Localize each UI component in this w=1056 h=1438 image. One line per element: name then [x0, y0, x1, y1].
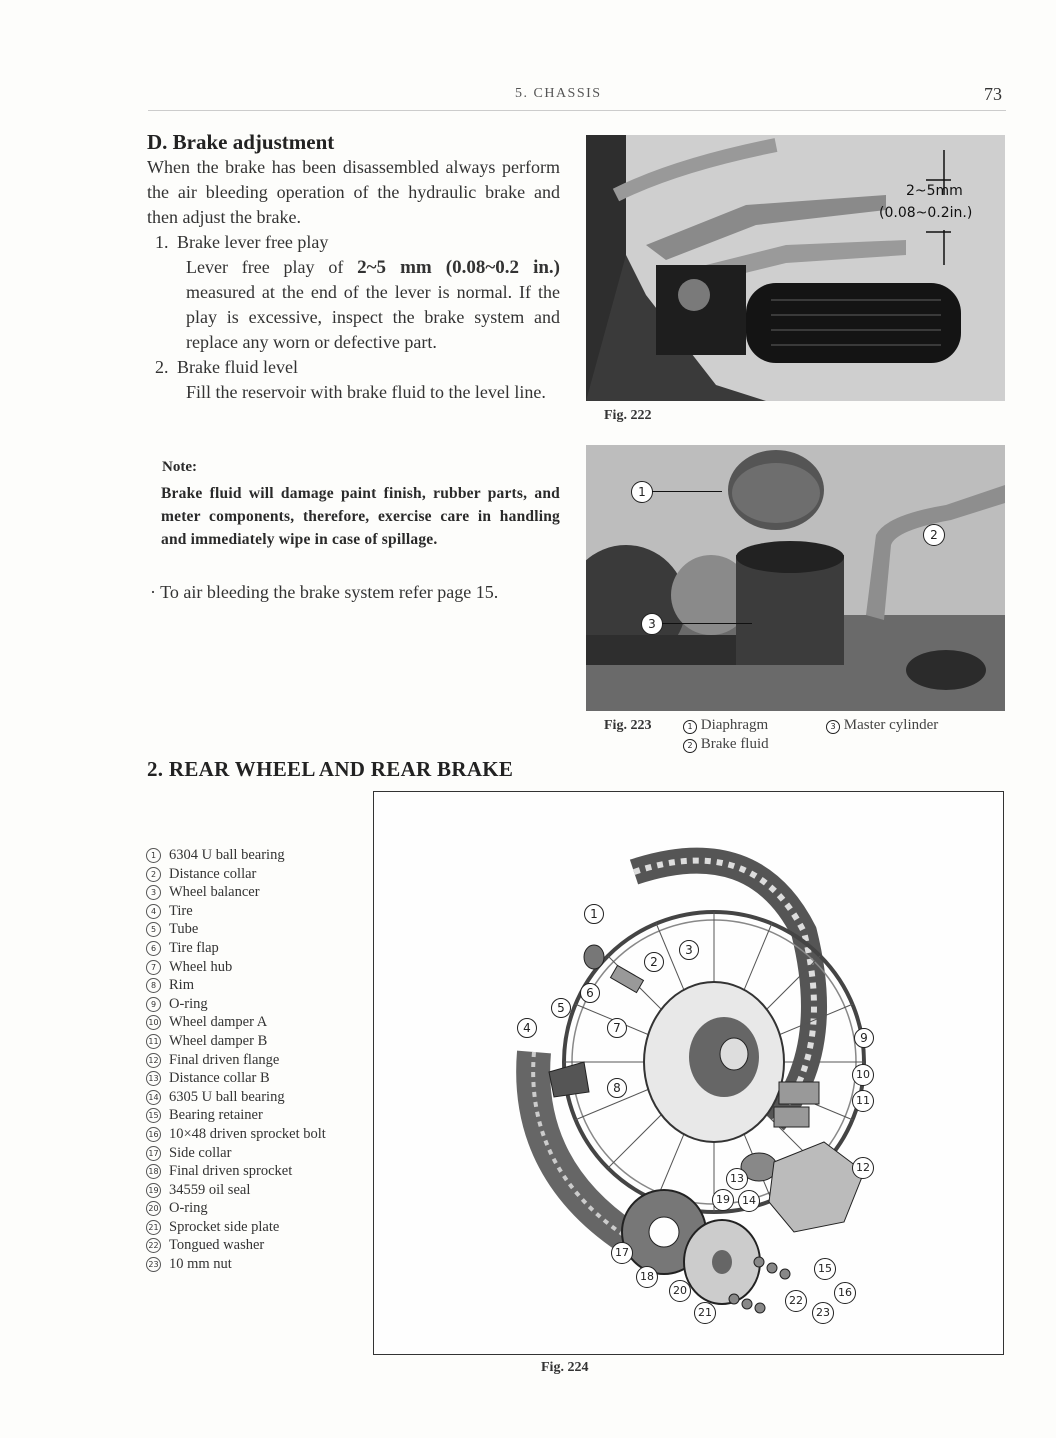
play-dimension-mm: 2~5mm	[906, 183, 963, 199]
fig222-photo	[586, 135, 1005, 401]
list-item	[146, 1144, 351, 1163]
play-dimension-in: (0.08~0.2in.)	[879, 205, 973, 221]
fig223-legend-2	[683, 736, 769, 753]
part-number: 1	[146, 848, 161, 863]
legend-label: Brake fluid	[700, 736, 769, 752]
part-label: Sprocket side plate	[169, 1218, 280, 1235]
part-label: 10 mm nut	[169, 1256, 232, 1273]
part-label: Wheel damper A	[169, 1014, 268, 1031]
list-item	[146, 1032, 351, 1051]
part-label: 6304 U ball bearing	[169, 847, 285, 863]
part-number: 23	[146, 1257, 161, 1272]
legend-num: 3	[826, 720, 840, 734]
legend-num: 2	[683, 739, 697, 753]
note-label: Note:	[162, 459, 197, 475]
callout-18: 18	[636, 1266, 658, 1288]
part-number: 20	[146, 1201, 161, 1216]
part-label: Tire	[169, 902, 193, 919]
callout-20: 20	[669, 1280, 691, 1302]
callout-21: 21	[694, 1302, 716, 1324]
list-item	[146, 958, 351, 977]
fig223-caption: Fig. 223	[604, 718, 652, 733]
part-label: 34559 oil seal	[169, 1181, 251, 1198]
callout-16: 16	[834, 1282, 856, 1304]
text-run: measured at the end of the lever is normal. If the play is excessive, inspect the brake system and replace any worn or defective part.	[186, 282, 560, 352]
callout-17: 17	[611, 1242, 633, 1264]
section-header: 5. CHASSIS	[515, 86, 602, 101]
list-item	[146, 865, 351, 884]
free-play-value: 2~5 mm (0.08~0.2 in.)	[357, 257, 560, 278]
part-number: 19	[146, 1183, 161, 1198]
leader-line	[652, 491, 722, 492]
callout-4: 4	[517, 1018, 537, 1038]
callout-9: 9	[854, 1028, 874, 1048]
leader-line	[662, 623, 752, 624]
fig224-frame	[373, 791, 1004, 1355]
callout-22: 22	[785, 1290, 807, 1312]
callout-19: 19	[712, 1189, 734, 1211]
callout-3: 3	[679, 940, 699, 960]
part-number: 11	[146, 1034, 161, 1049]
fig223-legend-1	[683, 717, 768, 734]
part-label: Wheel hub	[169, 958, 233, 975]
bleeding-reference: · To air bleeding the brake system refer page 15.	[150, 582, 499, 602]
part-number: 12	[146, 1053, 161, 1068]
part-number: 3	[146, 885, 161, 900]
item-number: 1.	[155, 232, 169, 252]
part-number: 17	[146, 1146, 161, 1161]
list-item	[146, 1051, 351, 1070]
list-item	[146, 1236, 351, 1255]
part-number: 18	[146, 1164, 161, 1179]
callout-5: 5	[551, 998, 571, 1018]
text-run: Lever free play of	[186, 257, 358, 277]
part-number: 8	[146, 978, 161, 993]
list-item	[146, 995, 351, 1014]
callout-2: 2	[644, 952, 664, 972]
list-item	[146, 1181, 351, 1200]
part-label: Wheel balancer	[169, 884, 260, 901]
list-item	[146, 902, 351, 921]
list-item	[146, 1218, 351, 1237]
parts-list	[146, 846, 351, 1274]
callout-6: 6	[580, 983, 600, 1003]
part-number: 10	[146, 1015, 161, 1030]
list-item	[146, 939, 351, 958]
header-divider	[148, 110, 1006, 111]
list-item	[146, 976, 351, 995]
item-number: 2.	[155, 357, 169, 377]
list-item	[146, 1088, 351, 1107]
fig223-legend-3	[826, 717, 938, 734]
part-label: Final driven flange	[169, 1051, 280, 1068]
part-number: 2	[146, 867, 161, 882]
note-text: Brake fluid will damage paint finish, rubber parts, and meter components, therefore, exercise care in handling and immediately wipe in case of spillage.	[161, 485, 560, 548]
part-number: 5	[146, 922, 161, 937]
part-label: Tube	[169, 921, 199, 938]
part-label: Bearing retainer	[169, 1107, 263, 1124]
item-1-text	[155, 255, 560, 355]
section-d-body	[147, 155, 560, 405]
part-label: Distance collar	[169, 865, 257, 882]
part-number: 15	[146, 1108, 161, 1123]
callout-15: 15	[814, 1258, 836, 1280]
section-2-title: 2. REAR WHEEL AND REAR BRAKE	[147, 757, 514, 781]
list-item	[146, 1199, 351, 1218]
list-item	[146, 1162, 351, 1181]
legend-label: Master cylinder	[843, 717, 939, 733]
part-label: 6305 U ball bearing	[169, 1088, 285, 1105]
part-number: 6	[146, 941, 161, 956]
part-label: Side collar	[169, 1144, 232, 1161]
list-item	[146, 846, 351, 865]
part-number: 16	[146, 1127, 161, 1142]
list-item	[146, 1106, 351, 1125]
callout-7: 7	[607, 1018, 627, 1038]
rear-wheel-exploded-diagram	[374, 792, 1003, 1354]
part-number: 14	[146, 1090, 161, 1105]
part-label: Tire flap	[169, 939, 219, 956]
fig222-caption: Fig. 222	[604, 408, 652, 423]
part-number: 9	[146, 997, 161, 1012]
list-item	[146, 1125, 351, 1144]
part-label: Distance collar B	[169, 1070, 270, 1087]
list-item	[146, 1013, 351, 1032]
part-number: 21	[146, 1220, 161, 1235]
part-number: 4	[146, 904, 161, 919]
callout-12: 12	[852, 1157, 874, 1179]
fig224-caption: Fig. 224	[541, 1360, 589, 1375]
intro-paragraph: When the brake has been disassembled always perform the air bleeding operation of the hydraulic brake and then adjust the brake.	[147, 157, 560, 227]
callout-8: 8	[607, 1078, 627, 1098]
part-number: 13	[146, 1071, 161, 1086]
item-title: Brake fluid level	[177, 357, 298, 377]
list-item	[146, 1069, 351, 1088]
brake-lever-illustration	[586, 135, 1005, 401]
item-2-text: Fill the reservoir with brake fluid to the level line.	[186, 382, 546, 402]
list-item	[146, 920, 351, 939]
callout-1: 1	[584, 904, 604, 924]
item-title: Brake lever free play	[177, 232, 329, 252]
part-label: Rim	[169, 977, 194, 994]
list-item	[146, 883, 351, 902]
callout-23: 23	[812, 1302, 834, 1324]
callout-10: 10	[852, 1064, 874, 1086]
part-label: Final driven sprocket	[169, 1163, 293, 1180]
part-label: Wheel damper B	[169, 1032, 268, 1049]
section-d-title: D. Brake adjustment	[147, 130, 335, 154]
page-number: 73	[984, 84, 1002, 104]
list-item	[146, 1255, 351, 1274]
legend-label: Diaphragm	[700, 717, 769, 733]
part-label: 10×48 driven sprocket bolt	[169, 1125, 326, 1142]
part-number: 7	[146, 960, 161, 975]
callout-3: 3	[641, 613, 663, 635]
item-1	[147, 230, 560, 355]
callout-2: 2	[923, 524, 945, 546]
part-label: O-ring	[169, 1200, 208, 1217]
callout-1: 1	[631, 481, 653, 503]
fig223-photo	[586, 445, 1005, 711]
item-2	[147, 355, 560, 405]
part-label: O-ring	[169, 995, 208, 1012]
callout-14: 14	[738, 1190, 760, 1212]
part-number: 22	[146, 1238, 161, 1253]
legend-num: 1	[683, 720, 697, 734]
callout-13: 13	[726, 1168, 748, 1190]
part-label: Tongued washer	[169, 1237, 265, 1254]
callout-11: 11	[852, 1090, 874, 1112]
